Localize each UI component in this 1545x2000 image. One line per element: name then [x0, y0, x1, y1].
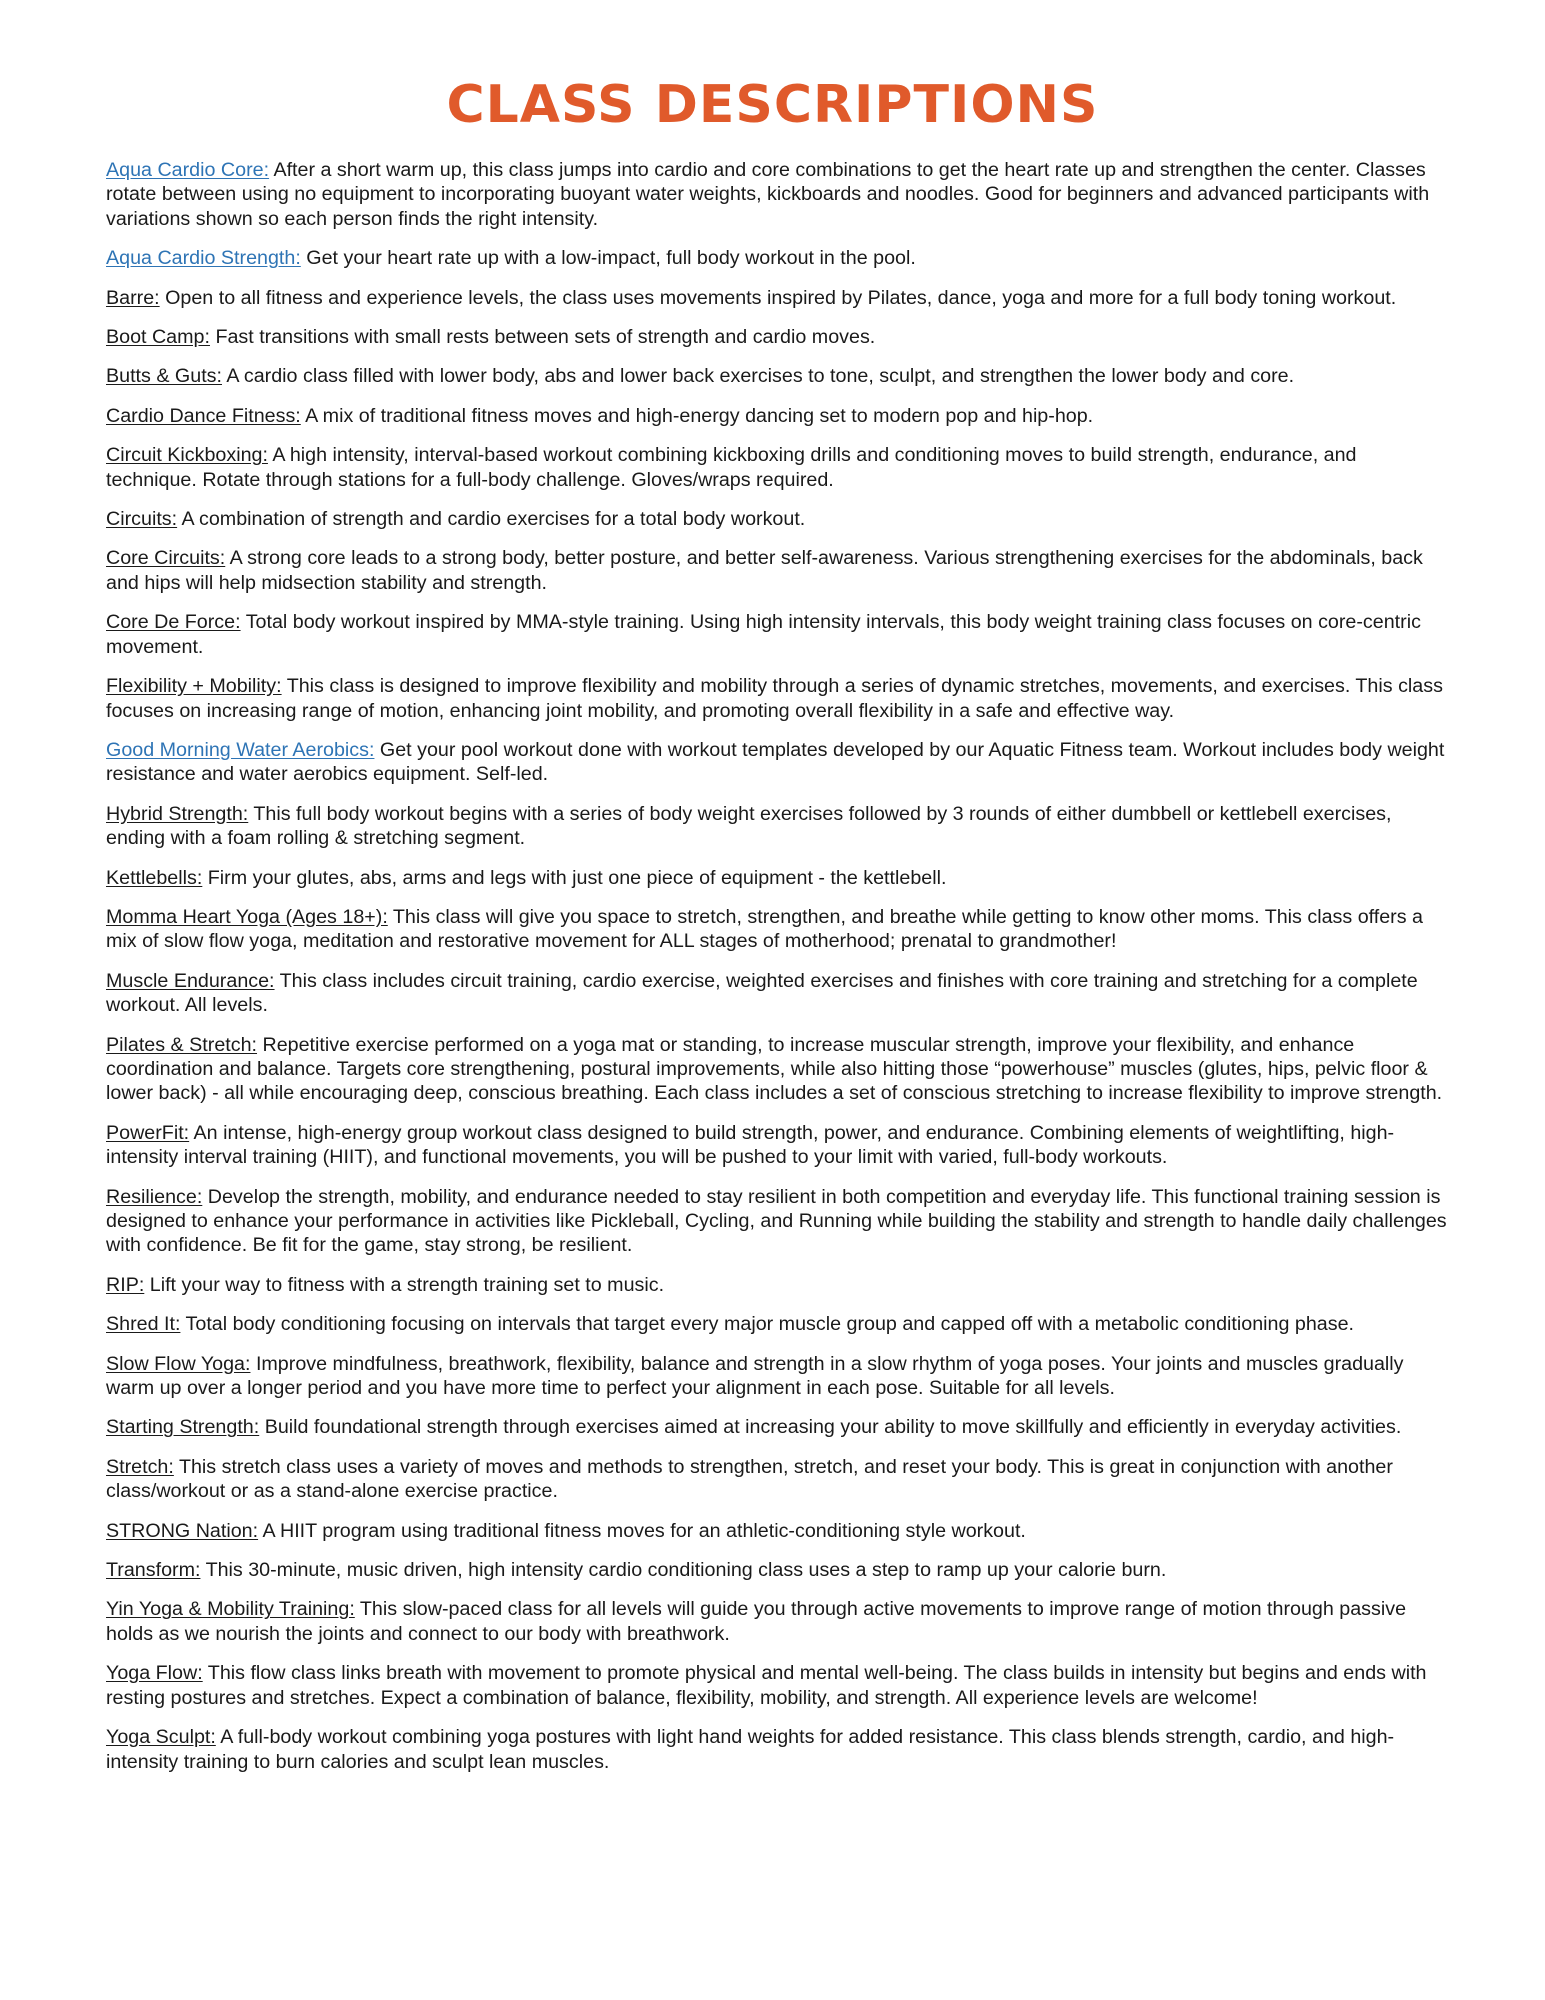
- class-entry: [106, 674, 1448, 723]
- class-name: Core Circuits:: [106, 547, 226, 570]
- class-entry: [106, 1185, 1448, 1258]
- class-entry: [106, 1558, 1448, 1582]
- class-name: Momma Heart Yoga (Ages 18+):: [106, 905, 388, 928]
- class-name: Muscle Endurance:: [106, 969, 275, 992]
- class-description: A full-body workout combining yoga postures with light hand weights for added resistance. This class blends strength, cardio, and high-intensity training to burn calories and sculpt lean muscles.: [106, 1726, 1395, 1773]
- class-description: Get your heart rate up with a low-impact, full body workout in the pool.: [300, 247, 916, 270]
- class-name-link[interactable]: Aqua Cardio Strength:: [106, 247, 301, 270]
- class-description: This full body workout begins with a series of body weight exercises followed by 3 rounds of either dumbbell or kettlebell exercises, ending with a foam rolling & stretching segment.: [106, 802, 1392, 850]
- class-entry: [106, 905, 1448, 954]
- class-description: This flow class links breath with movement to promote physical and mental well-being. The class builds in intensity but begins and ends with resting postures and stretches. Expect a combination of balance, flexibility, mobility, and strength. All experience levels are welcome!: [106, 1662, 1427, 1709]
- class-description: Fast transitions with small rests between sets of strength and cardio moves.: [209, 326, 876, 349]
- class-description: This slow-paced class for all levels will guide you through active movements to improve range of motion through passive holds as we nourish the joints and connect to our body with breathwork.: [106, 1598, 1407, 1645]
- class-name: Kettlebells:: [106, 866, 203, 889]
- class-name: Yin Yoga & Mobility Training:: [106, 1598, 355, 1621]
- page-title: CLASS DESCRIPTIONS: [446, 75, 1099, 135]
- class-description: This class includes circuit training, cardio exercise, weighted exercises and finishes with core training and stretching for a complete workout. All levels.: [106, 969, 1418, 1017]
- class-name: Core De Force:: [106, 611, 241, 634]
- class-name: Yoga Flow:: [106, 1662, 203, 1685]
- class-entry: [106, 325, 1448, 349]
- class-entry: [106, 1661, 1448, 1710]
- class-entry: [106, 1312, 1448, 1336]
- class-description: Lift your way to fitness with a strength training set to music.: [144, 1273, 665, 1296]
- class-entry: [106, 1273, 1448, 1297]
- class-entry: [106, 364, 1448, 388]
- class-entry: [106, 1519, 1448, 1543]
- class-name: Yoga Sculpt:: [106, 1726, 216, 1749]
- class-name: Stretch:: [106, 1455, 174, 1478]
- class-name: STRONG Nation:: [106, 1519, 259, 1542]
- class-entry: [106, 286, 1448, 310]
- class-description: Total body workout inspired by MMA-style training. Using high intensity intervals, this body weight training class focuses on core-centric movement.: [106, 611, 1421, 658]
- class-entry: [106, 969, 1448, 1018]
- class-entry: [106, 1725, 1448, 1774]
- class-name: Pilates & Stretch:: [106, 1033, 258, 1056]
- class-entry: [106, 158, 1448, 231]
- class-name: RIP:: [106, 1273, 145, 1296]
- class-description: A high intensity, interval-based workout combining kickboxing drills and conditioning moves to build strength, endurance, and technique. Rotate through stations for a full-body challenge. Gloves/wraps required.: [106, 444, 1357, 491]
- class-description: Open to all fitness and experience levels, the class uses movements inspired by Pilates, dance, yoga and more for a full body toning workout.: [159, 286, 1397, 309]
- class-name: Butts & Guts:: [106, 365, 222, 388]
- class-name: Starting Strength:: [106, 1416, 260, 1439]
- class-entry: [106, 507, 1448, 531]
- class-entry: [106, 546, 1448, 595]
- class-description: This stretch class uses a variety of moves and methods to strengthen, stretch, and reset your body. This is great in conjunction with another class/workout or as a stand-alone exercise practice.: [106, 1455, 1393, 1503]
- class-description: Get your pool workout done with workout templates developed by our Aquatic Fitness team. Workout includes body weight resistance and water aerobics equipment. Self-led.: [106, 738, 1445, 786]
- class-description: This class will give you space to stretch, strengthen, and breathe while getting to know other moms. This class offers a mix of slow flow yoga, meditation and restorative movement for ALL stages of motherhood; prenatal to grandmother!: [106, 905, 1423, 953]
- class-entry: [106, 610, 1448, 659]
- class-description: This class is designed to improve flexibility and mobility through a series of dynamic stretches, movements, and exercises. This class focuses on increasing range of motion, enhancing joint mobility, and promoting overall flexibility in a safe and effective way.: [106, 675, 1443, 722]
- class-description: This 30-minute, music driven, high intensity cardio conditioning class uses a step to ramp up your calorie burn.: [200, 1559, 1167, 1582]
- class-name: Slow Flow Yoga:: [106, 1352, 251, 1375]
- class-entry: [106, 1033, 1448, 1106]
- class-entry: [106, 1597, 1448, 1646]
- class-entry: [106, 1352, 1448, 1401]
- class-description: After a short warm up, this class jumps into cardio and core combinations to get the heart rate up and strengthen the center. Classes rotate between using no equipment to incorporating buoyant water weights, kickboards and noodles. Good for beginners and advanced participants with variations shown so each person finds the right intensity.: [106, 159, 1430, 230]
- class-description: Build foundational strength through exercises aimed at increasing your ability to move skillfully and efficiently in everyday activities.: [259, 1416, 1402, 1439]
- class-name: Shred It:: [106, 1313, 181, 1336]
- class-entry: [106, 246, 1448, 270]
- class-description: Improve mindfulness, breathwork, flexibility, balance and strength in a slow rhythm of yoga poses. Your joints and muscles gradually warm up over a longer period and you have more time to perfect your alignment in each pose. Suitable for all levels.: [106, 1352, 1404, 1400]
- class-entry: [106, 443, 1448, 492]
- class-name: Circuits:: [106, 508, 178, 531]
- class-entry: [106, 1121, 1448, 1170]
- class-description: Develop the strength, mobility, and endurance needed to stay resilient in both competition and everyday life. This functional training session is designed to enhance your performance in activities like Pickleball, Cycling, and Running while building the stability and strength to handle daily challenges with confidence. Be fit for the game, stay strong, be resilient.: [106, 1185, 1447, 1257]
- class-description: Firm your glutes, abs, arms and legs with just one piece of equipment - the kettlebell.: [202, 866, 947, 889]
- class-name: Barre:: [106, 286, 160, 309]
- class-entry: [106, 738, 1448, 787]
- class-name: Boot Camp:: [106, 326, 210, 349]
- class-description: A combination of strength and cardio exercises for a total body workout.: [177, 508, 806, 531]
- class-description: A mix of traditional fitness moves and high-energy dancing set to modern pop and hip-hop.: [300, 404, 1094, 427]
- class-name: Transform:: [106, 1559, 201, 1582]
- class-name: Resilience:: [106, 1185, 203, 1208]
- class-description: Total body conditioning focusing on intervals that target every major muscle group and capped off with a metabolic conditioning phase.: [180, 1313, 1354, 1336]
- class-description: A strong core leads to a strong body, better posture, and better self-awareness. Various strengthening exercises for the abdominals, back and hips will help midsection stability and strength.: [106, 547, 1423, 594]
- class-entry: [106, 1455, 1448, 1504]
- class-name: Circuit Kickboxing:: [106, 444, 268, 467]
- class-entry: [106, 404, 1448, 428]
- class-name: Hybrid Strength:: [106, 802, 249, 825]
- class-description: A HIIT program using traditional fitness moves for an athletic-conditioning style workout.: [258, 1519, 1026, 1542]
- class-entry: [106, 802, 1448, 851]
- class-description-list: [106, 158, 1448, 1789]
- class-entry: [106, 1415, 1448, 1439]
- class-entry: [106, 866, 1448, 890]
- class-name-link[interactable]: Good Morning Water Aerobics:: [106, 738, 375, 761]
- class-description: A cardio class filled with lower body, abs and lower back exercises to tone, sculpt, and strengthen the lower body and core.: [221, 365, 1295, 388]
- class-name-link[interactable]: Aqua Cardio Core:: [106, 159, 270, 181]
- class-name: Cardio Dance Fitness:: [106, 404, 301, 427]
- class-name: Flexibility + Mobility:: [106, 675, 282, 698]
- class-description: Repetitive exercise performed on a yoga mat or standing, to increase muscular strength, improve your flexibility, and enhance coordination and balance. Targets core strengthening, postural improvements, while also hitting those “powerhouse” muscles (glutes, hips, pelvic floor & lower back) - all while encouraging deep, conscious breathing. Each class includes a set of conscious stretching to increase flexibility to improve strength.: [106, 1033, 1443, 1105]
- class-name: PowerFit:: [106, 1121, 190, 1144]
- class-description: An intense, high-energy group workout class designed to build strength, power, and endurance. Combining elements of weightlifting, high-intensity interval training (HIIT), and functional movements, you will be pushed to your limit with varied, full-body workouts.: [106, 1121, 1395, 1169]
